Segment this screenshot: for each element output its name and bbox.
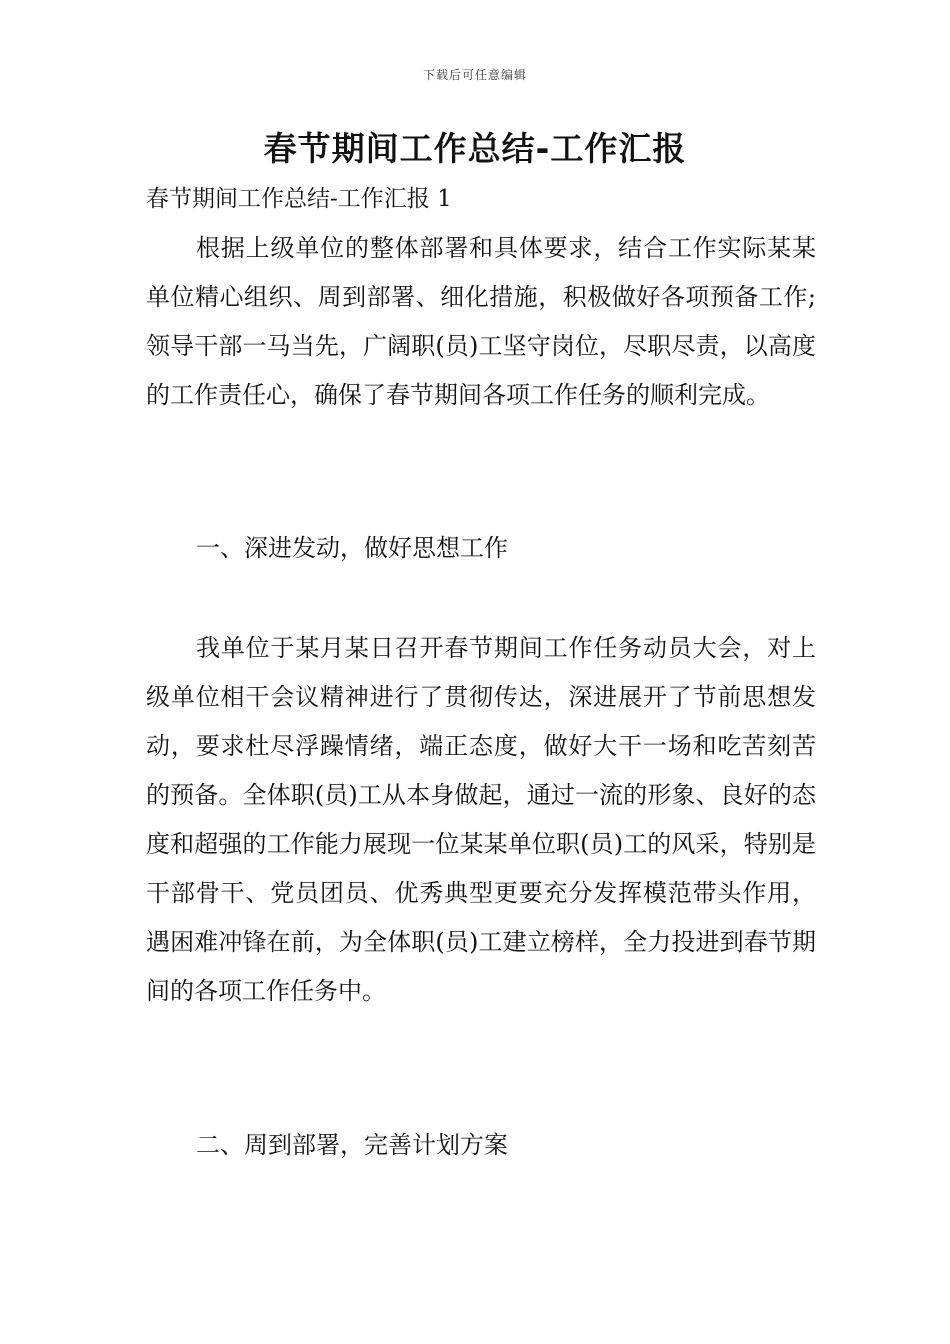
section-1-heading: 一、深进发动，做好思想工作 [196,534,508,562]
document-title: 春节期间工作总结-工作汇报 [263,129,687,168]
section-1-paragraph: 我单位于某月某日召开春节期间工作任务动员大会，对上级单位相干会议精神进行了贯彻传达，深进展开了节前思想发动，要求杜尽浮躁情绪，端正态度，做好大干一场和吃苦刻苦的预备。全体职(员)工从本身做起，通过一流的形象、良好的态度和超强的工作能力展现一位某某单位职(员)工的风采，特别是干部骨干、党员团员、优秀典型更要充分发挥模范带头作用，遇困难冲锋在前，为全体职(员)工建立榜样，全力投进到春节期间的各项工作任务中。 [146,634,816,1005]
section-2-heading: 二、周到部署，完善计划方案 [196,1131,508,1159]
intro-paragraph: 根据上级单位的整体部署和具体要求，结合工作实际某某单位精心组织、周到部署、细化措施，积极做好各项预备工作;领导干部一马当先，广阔职(员)工坚守岗位，尽职尽责，以高度的工作责任心，确保了春节期间各项工作任务的顺利完成。 [146,234,816,409]
document-subtitle: 春节期间工作总结-工作汇报 1 [146,186,452,212]
header-note: 下载后可任意编辑 [422,68,527,82]
